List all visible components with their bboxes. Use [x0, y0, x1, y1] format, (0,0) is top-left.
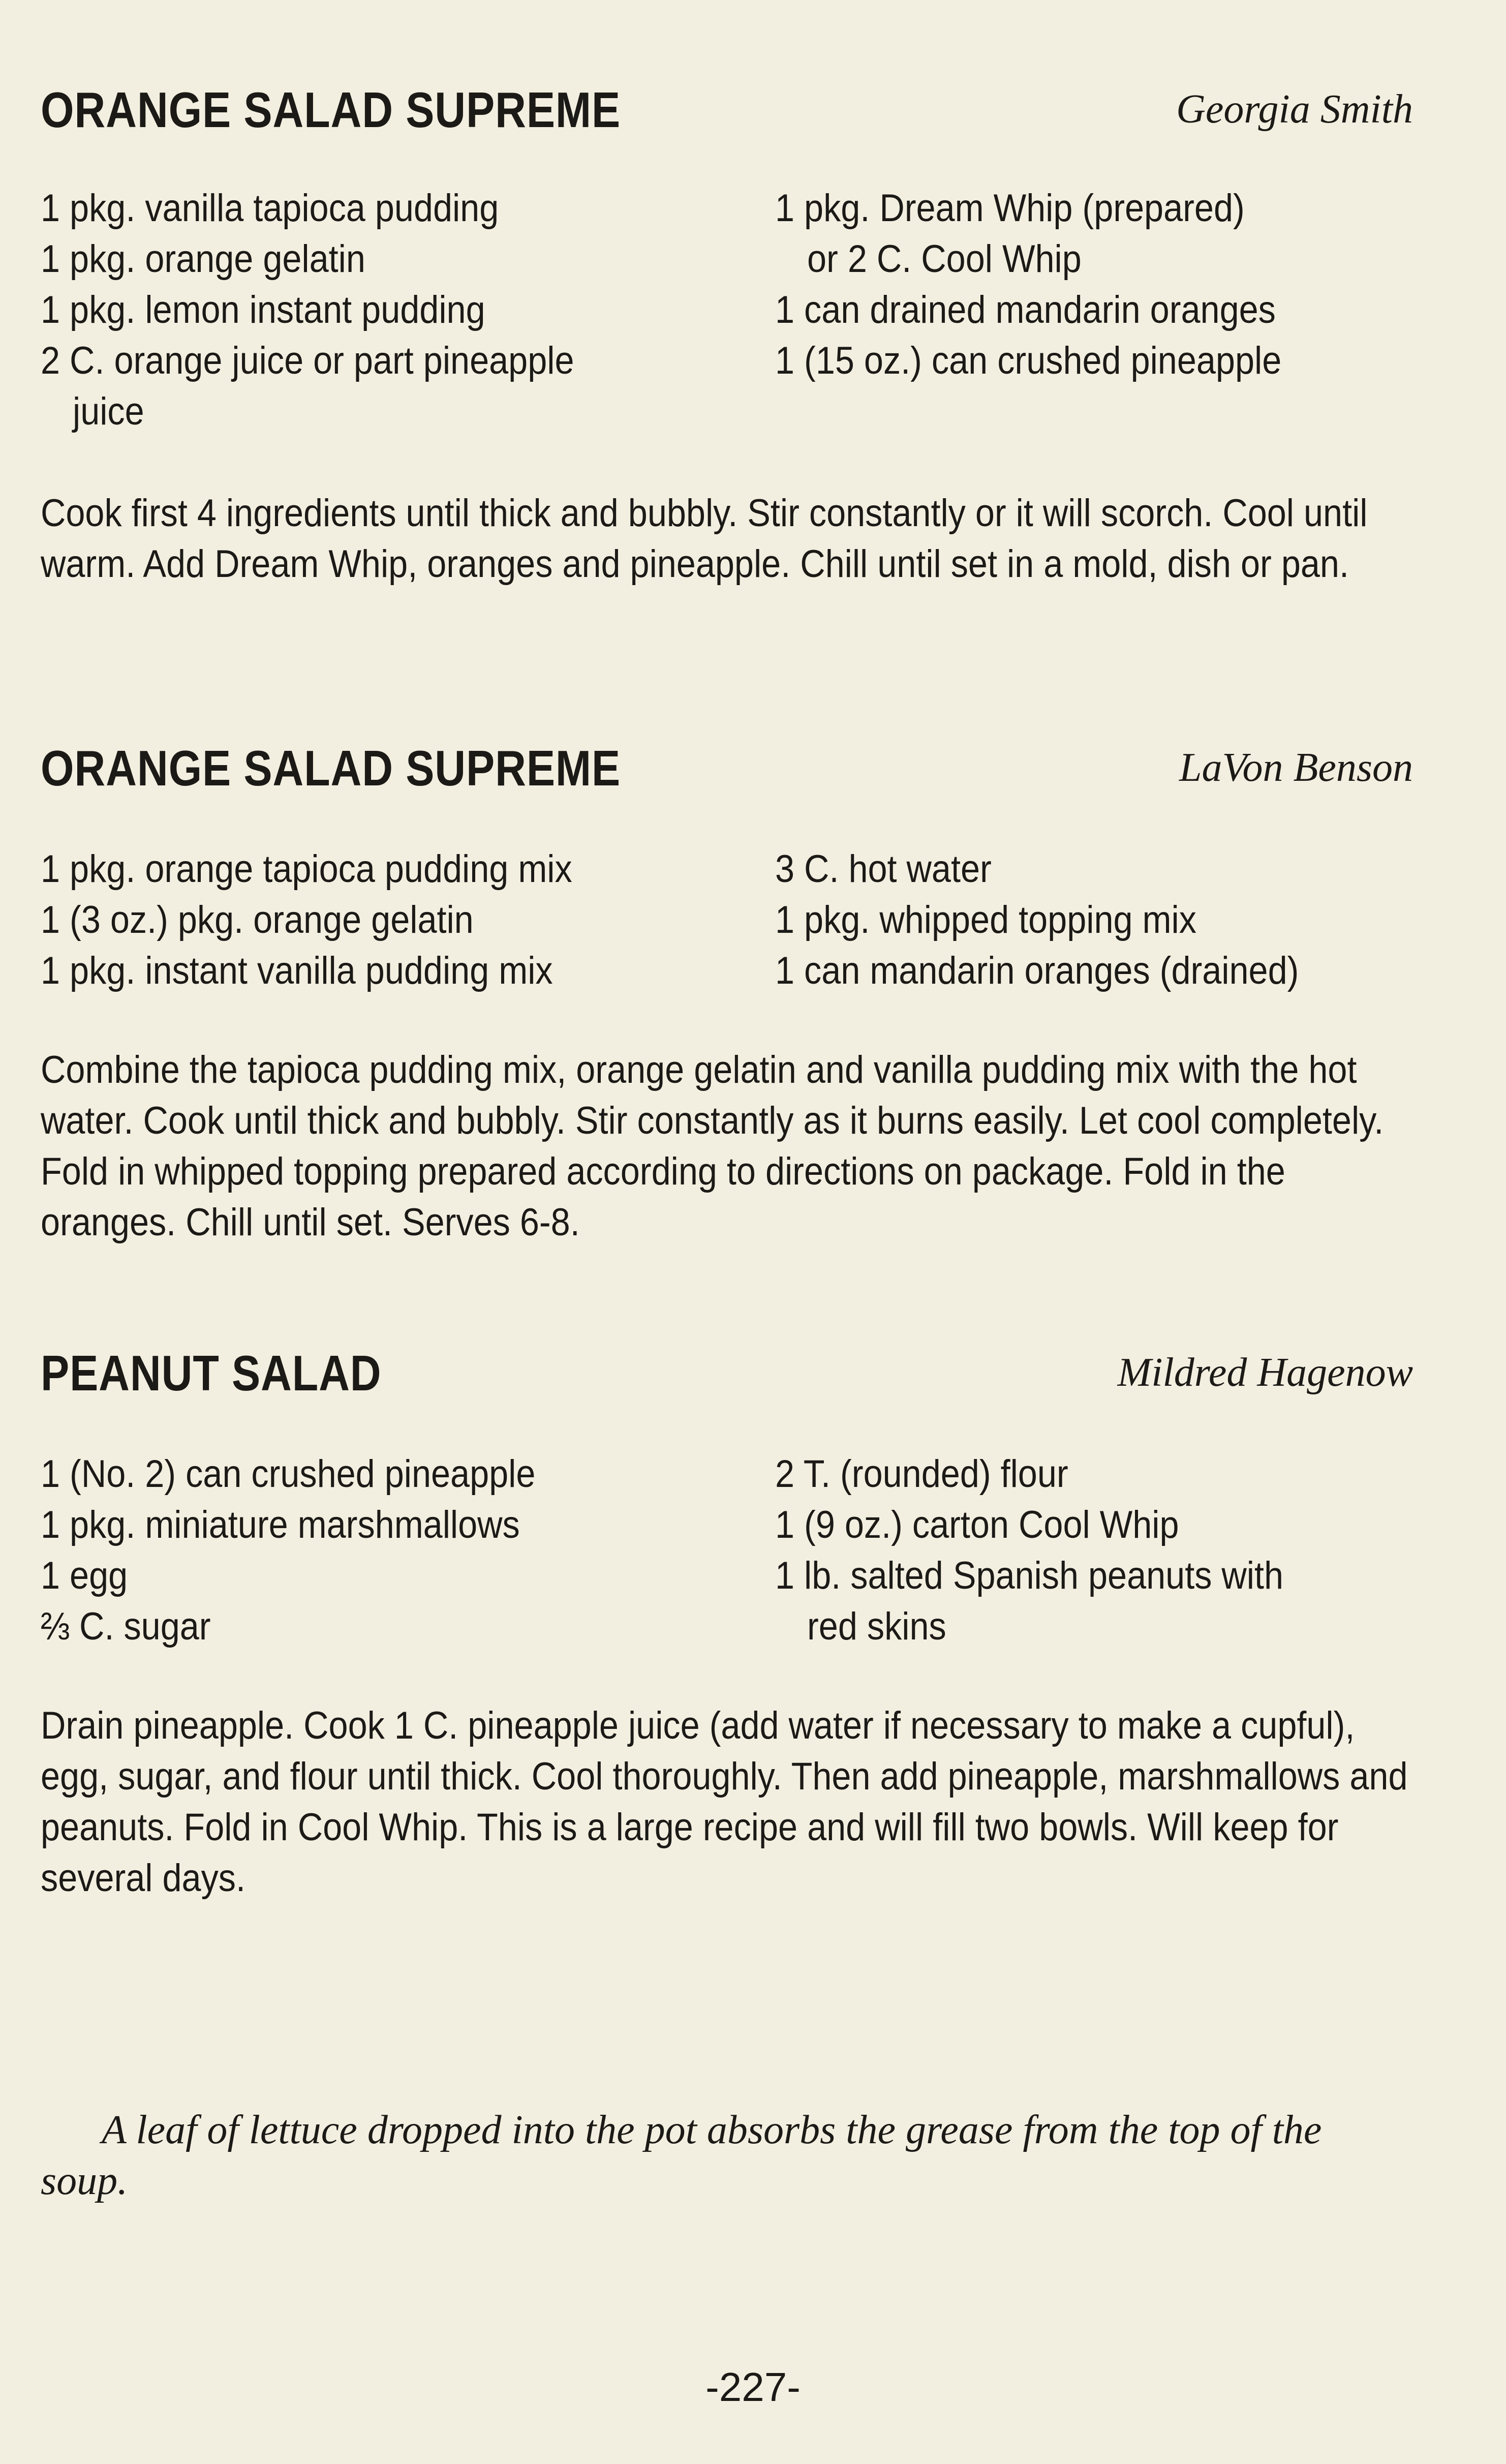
recipe-title: PEANUT SALAD	[41, 1345, 382, 1401]
ingredient: 2 T. (rounded) flour	[775, 1452, 1068, 1496]
recipe-orange-salad-supreme-1	[41, 81, 1413, 586]
ingredient: 1 pkg. vanilla tapioca pudding	[41, 187, 499, 230]
ingredient: 1 pkg. lemon instant pudding	[41, 288, 485, 331]
ingredient: ⅔ C. sugar	[41, 1605, 211, 1648]
ingredient: 1 (9 oz.) carton Cool Whip	[775, 1503, 1179, 1546]
recipe-directions: Drain pineapple. Cook 1 C. pineapple juice (add water if necessary to make a cupful), egg, sugar, and flour until thick. Cool thoroughly. Then add pineapple, marshmallows and peanuts. Fold in Cool Whip. This is a large recipe and will fill two bowls. Will keep for several days.	[41, 1704, 1408, 1900]
recipe-title: ORANGE SALAD SUPREME	[41, 82, 621, 138]
ingredient: 3 C. hot water	[775, 847, 992, 891]
ingredient: 1 egg	[41, 1554, 128, 1597]
ingredient: 1 (3 oz.) pkg. orange gelatin	[41, 898, 474, 941]
ingredient: 1 (No. 2) can crushed pineapple	[41, 1452, 536, 1496]
ingredients-left	[41, 183, 574, 437]
ingredients-left	[41, 1449, 535, 1652]
kitchen-tip: A leaf of lettuce dropped into the pot absorbs the grease from the top of the soup.	[41, 2108, 1322, 2203]
recipe-directions: Combine the tapioca pudding mix, orange gelatin and vanilla pudding mix with the hot water. Cook until thick and bubbly. Stir constantly as it burns easily. Let cool completely. Fold in whipped topping prepared according to directions on package. Fold in the oranges. Chill until set. Serves 6-8.	[41, 1048, 1384, 1244]
recipe-author: Georgia Smith	[1176, 87, 1413, 132]
ingredient: 1 pkg. instant vanilla pudding mix	[41, 949, 553, 992]
recipe-directions: Cook first 4 ingredients until thick and bubbly. Stir constantly or it will scorch. Cool until warm. Add Dream Whip, oranges and pineapple. Chill until set in a mold, dish or pan.	[41, 492, 1368, 586]
recipe-author: Mildred Hagenow	[1117, 1350, 1413, 1395]
recipe-header	[41, 81, 1413, 142]
recipe-header	[41, 1345, 1413, 1406]
recipe-title: ORANGE SALAD SUPREME	[41, 740, 621, 796]
ingredient: 1 pkg. orange tapioca pudding mix	[41, 847, 572, 891]
recipe-header	[41, 740, 1413, 801]
ingredients-right	[775, 844, 1299, 996]
ingredient: 2 C. orange juice or part pineapple	[41, 339, 574, 382]
ingredients-right	[775, 1449, 1283, 1652]
ingredient: 1 pkg. Dream Whip (prepared)	[775, 187, 1245, 230]
ingredient: 1 can drained mandarin oranges	[775, 288, 1276, 331]
ingredient: juice	[73, 390, 144, 433]
ingredient: 1 can mandarin oranges (drained)	[775, 949, 1299, 992]
recipe-orange-salad-supreme-2	[41, 740, 1413, 1244]
ingredient: 1 pkg. miniature marshmallows	[41, 1503, 520, 1546]
ingredients-right	[775, 183, 1281, 386]
ingredients-left	[41, 844, 572, 996]
ingredient: red skins	[807, 1605, 946, 1648]
ingredient: or 2 C. Cool Whip	[807, 237, 1082, 281]
page-number: -227-	[705, 2364, 801, 2410]
recipe-peanut-salad	[41, 1345, 1413, 1900]
ingredient: 1 pkg. orange gelatin	[41, 237, 365, 281]
recipe-author: LaVon Benson	[1179, 745, 1413, 790]
ingredient: 1 lb. salted Spanish peanuts with	[775, 1554, 1284, 1597]
ingredient: 1 (15 oz.) can crushed pineapple	[775, 339, 1282, 382]
ingredient: 1 pkg. whipped topping mix	[775, 898, 1196, 941]
